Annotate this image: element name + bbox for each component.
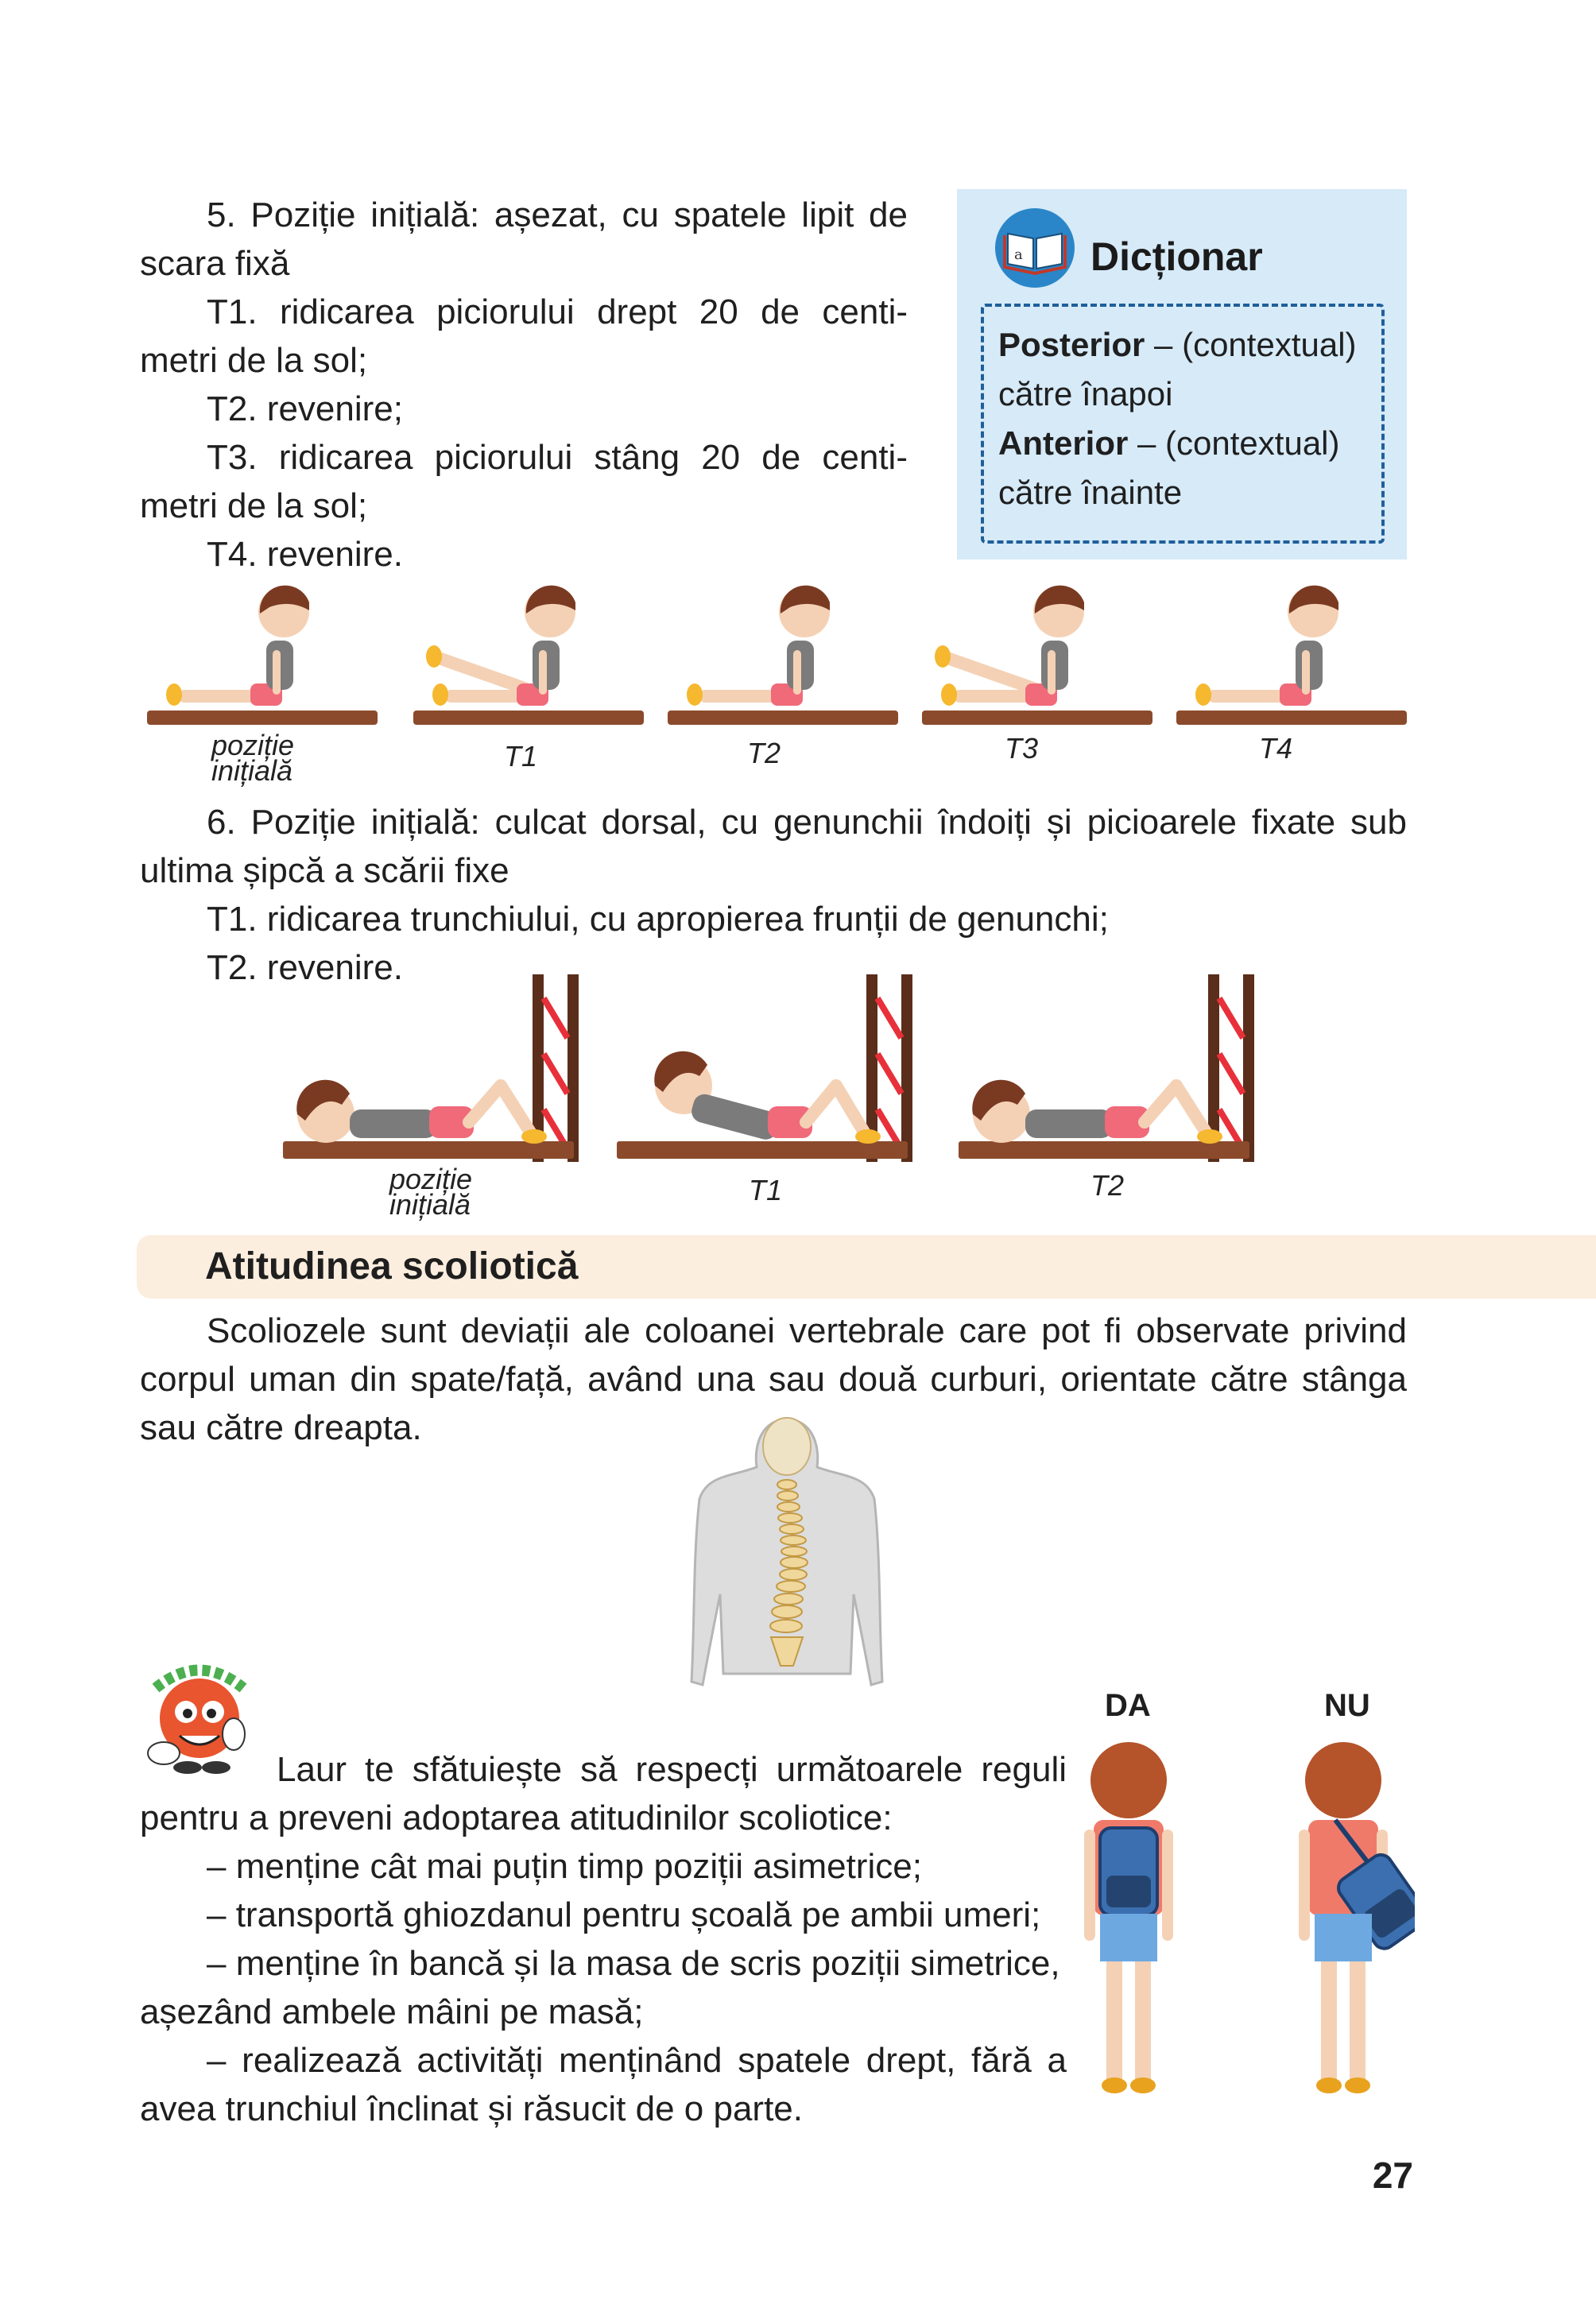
dictionary-title: Dicționar [1090,234,1263,279]
kid-backpack-both-shoulders [1081,1740,1176,2106]
label-initial-position: poziție inițială [211,729,295,787]
label6-t1: T1 [749,1174,783,1206]
ex5-line: T1. ridicarea piciorului drept 20 de centi- [207,292,908,331]
ex5-line: T4. revenire. [207,535,403,574]
dictionary-entries [981,304,1385,544]
entry-term: Posterior [998,326,1145,363]
section-line: corpul uman din spate/față, având una sau două curburi, orientate către stânga [140,1360,1407,1399]
da-label: DA [1105,1688,1151,1723]
dictionary-entry [998,326,1357,364]
section-header-band [137,1235,1596,1299]
ex5-line: metri de la sol; [140,341,368,380]
advice-line: avea trunchiul înclinat și răsucit de o parte. [140,2089,804,2128]
figure-t4 [1176,580,1407,725]
ex5-line: T2. revenire; [207,389,403,428]
figure-initial [147,580,378,725]
advice-line: Laur te sfătuiește să respecți următoarele reguli [277,1750,1067,1789]
dictionary-entry [998,424,1340,463]
ex6-line: T1. ridicarea trunchiului, cu apropierea frunții de genunchi; [207,900,1109,939]
label-t1: T1 [504,740,538,772]
advice-line: – realizează activități menținând spatele drept, fără a [207,2041,1067,2080]
page-number: 27 [1372,2155,1413,2196]
exercise-6-text [140,798,1407,997]
book-icon [994,207,1076,289]
entry-def: – (contextual) [1128,424,1340,462]
figure-t1 [413,586,644,725]
advice-line: – menține în bancă și la masa de scris poziții simetrice, [207,1944,1060,1983]
section-line: Scoliozele sunt deviații ale coloanei vertebrale care pot fi observate privind [207,1311,1407,1350]
label-t4: T4 [1259,732,1293,765]
ex6-line: 6. Poziție inițială: culcat dorsal, cu genunchii îndoiți și picioarele fixate sub [207,803,1407,842]
ex6-line: ultima șipcă a scării fixe [140,851,509,890]
section-title: Atitudinea scoliotică [205,1245,579,1287]
entry-cont: către înainte [998,474,1183,511]
figure6-t1 [617,974,912,1162]
figure6-t2 [959,974,1254,1162]
label6-t2: T2 [1090,1169,1125,1202]
advice-line: – transportă ghiozdanul pentru școală pe ambii umeri; [207,1895,1041,1934]
advice-line: – menține cât mai puțin timp poziții asimetrice; [207,1847,922,1886]
ex5-line: T3. ridicarea piciorului stâng 20 de centi- [207,438,908,477]
section-line: sau către dreapta. [140,1408,422,1447]
advice-line: așezând ambele mâini pe masă; [140,1992,644,2031]
ex6-line: T2. revenire. [207,948,403,987]
label-t2: T2 [747,737,781,769]
book-icon-letter: a [1014,246,1023,263]
spine-illustration [684,1411,890,1721]
label-t3: T3 [1005,732,1039,765]
figure6-initial [283,974,579,1162]
ex5-line: metri de la sol; [140,486,368,525]
nu-label: NU [1324,1688,1370,1723]
label6-initial-position: poziție inițială [389,1163,473,1221]
exercise-5-figures [135,572,1415,731]
kid-backpack-one-shoulder [1296,1740,1415,2106]
ex5-line: 5. Poziție inițială: așezat, cu spatele lipit de [207,196,908,234]
advice-text [140,1745,1067,2143]
advice-line: pentru a preveni adoptarea atitudinilor scoliotice: [140,1799,893,1837]
exercise-6-figures [278,974,1272,1165]
figure-t3 [922,586,1152,725]
figure-t2 [668,580,898,725]
entry-cont: către înapoi [998,375,1173,412]
entry-term: Anterior [998,424,1129,462]
entry-def: – (contextual) [1145,326,1357,363]
dictionary-box [957,189,1407,560]
ex5-line: scara fixă [140,244,290,283]
